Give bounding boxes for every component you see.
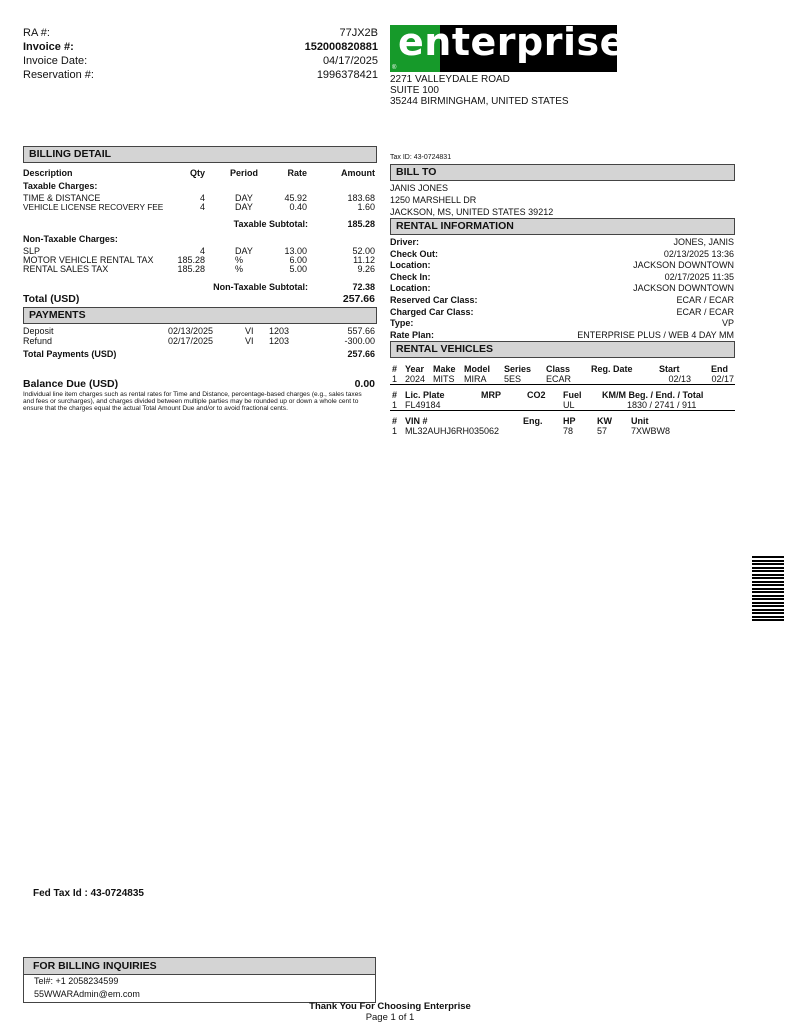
rental-info-list	[390, 237, 734, 341]
nontaxable-charges-label: Non-Taxable Charges:	[23, 234, 118, 244]
row-qty: 4	[199, 193, 205, 203]
col-period: Period	[230, 168, 259, 178]
payments-header: PAYMENTS	[23, 307, 377, 324]
rental-vehicles-header: RENTAL VEHICLES	[390, 341, 735, 358]
info-label: Reserved Car Class:	[390, 294, 478, 305]
address-line2: SUITE 100	[390, 85, 439, 96]
info-value: 02/13/2025 13:36	[663, 248, 734, 259]
payment-type: Refund	[23, 336, 53, 346]
info-label: Check In:	[390, 271, 431, 282]
bill-to-name: JANIS JONES	[390, 183, 449, 193]
row-rate: 0.40	[289, 202, 307, 212]
veh-col-num3: #	[392, 416, 398, 426]
balance-due-value: 0.00	[354, 378, 375, 390]
nontaxable-subtotal-value: 72.38	[352, 282, 375, 292]
barcode-icon	[752, 556, 784, 624]
invoice-label: Invoice #:	[23, 41, 74, 53]
veh-series: 5ES	[504, 374, 522, 384]
row-desc: MOTOR VEHICLE RENTAL TAX	[23, 255, 154, 265]
billing-email: 55WWARAdmin@em.com	[34, 989, 140, 999]
veh-col-fuel: Fuel	[563, 390, 582, 400]
info-row-check-in	[390, 272, 734, 284]
page-number: Page 1 of 1	[365, 1012, 415, 1023]
veh-col-end: End	[711, 364, 728, 374]
row-desc: VEHICLE LICENSE RECOVERY FEE	[23, 202, 164, 212]
veh-col-eng: Eng.	[523, 416, 543, 426]
billing-inquiries-box	[23, 957, 376, 1003]
info-label: Location:	[390, 283, 431, 294]
veh-col-num: #	[392, 364, 398, 374]
veh-col-make: Make	[433, 364, 456, 374]
col-amount: Amount	[341, 168, 375, 178]
row-period: DAY	[235, 193, 253, 203]
veh-col-unit: Unit	[631, 416, 649, 426]
veh-make: MITS	[433, 374, 455, 384]
taxable-charges-label: Taxable Charges:	[23, 181, 98, 191]
info-label: Rate Plan:	[390, 329, 435, 340]
veh-col-start: Start	[659, 364, 680, 374]
total-payments-value: 257.66	[347, 349, 375, 359]
payment-type: Deposit	[23, 326, 54, 336]
info-value: JACKSON DOWNTOWN	[633, 283, 734, 294]
brand-address	[390, 74, 569, 107]
veh-col-plate: Lic. Plate	[405, 390, 445, 400]
total-label: Total (USD)	[23, 293, 80, 305]
tax-id: Tax ID: 43-0724831	[390, 154, 452, 161]
veh-col-km: KM/M Beg. / End. / Total	[602, 390, 704, 400]
info-row-rate-plan	[390, 330, 734, 342]
row-qty: 4	[199, 202, 205, 212]
payment-amount: -300.00	[344, 336, 375, 346]
reservation-value: 1996378421	[316, 69, 378, 81]
info-value: ENTERPRISE PLUS / WEB 4 DAY MM	[577, 329, 734, 340]
ra-label: RA #:	[23, 27, 50, 39]
bill-to-street: 1250 MARSHELL DR	[390, 195, 477, 205]
row-desc: RENTAL SALES TAX	[23, 264, 109, 274]
veh-end: 02/17	[711, 374, 734, 384]
billing-inquiries-header: FOR BILLING INQUIRIES	[24, 958, 375, 975]
logo-wordmark: enterprise	[398, 20, 626, 64]
total-payments-label: Total Payments (USD)	[23, 349, 117, 359]
info-row-check-out	[390, 249, 734, 261]
col-description: Description	[23, 168, 73, 178]
info-label: Location:	[390, 260, 431, 271]
billing-detail-header: BILLING DETAIL	[23, 146, 377, 163]
veh-num3: 1	[392, 426, 398, 436]
veh-fuel: UL	[563, 400, 575, 410]
info-row-type	[390, 318, 734, 330]
info-row-charged-class	[390, 307, 734, 319]
row-rate: 6.00	[289, 255, 307, 265]
row-period: %	[235, 264, 244, 274]
row-qty: 185.28	[177, 255, 205, 265]
info-value: VP	[721, 318, 734, 329]
row-amount: 9.26	[357, 264, 375, 274]
veh-col-co2: CO2	[527, 390, 546, 400]
veh-col-vin: VIN #	[405, 416, 428, 426]
info-row-driver	[390, 237, 734, 249]
ra-value: 77JX2B	[339, 27, 378, 39]
row-rate: 5.00	[289, 264, 307, 274]
row-amount: 183.68	[347, 193, 375, 203]
veh-start: 02/13	[668, 374, 691, 384]
enterprise-logo	[390, 20, 626, 72]
rounding-note: Individual line item charges such as rental rates for Time and Distance, percentage-based charges (e.g., sales taxes and fees or surcharges), and charges divided between multiple parties may be rounded up or down a whole cent to ensure that the charges equal the actual Total Amount Due and/or to avoid fractional cents.	[23, 391, 362, 412]
bill-to-city: JACKSON, MS, UNITED STATES 39212	[390, 207, 554, 217]
balance-due-label: Balance Due (USD)	[23, 378, 119, 390]
info-row-in-location	[390, 283, 734, 295]
veh-unit: 7XWBW8	[631, 426, 671, 436]
row-qty: 4	[199, 246, 205, 256]
veh-plate: FL49184	[405, 400, 441, 410]
divider	[390, 410, 735, 411]
row-rate: 45.92	[284, 193, 307, 203]
payment-card: VI	[245, 326, 254, 336]
veh-col-reg-date: Reg. Date	[591, 364, 633, 374]
row-amount: 52.00	[352, 246, 375, 256]
row-amount: 1.60	[357, 202, 375, 212]
veh-year: 2024	[405, 374, 426, 384]
payment-card-number: 1203	[269, 326, 290, 336]
veh-km: 1830 / 2741 / 911	[627, 400, 697, 410]
taxable-subtotal-value: 185.28	[347, 219, 375, 229]
payment-amount: 557.66	[347, 326, 375, 336]
payment-date: 02/17/2025	[168, 336, 214, 346]
reservation-label: Reservation #:	[23, 69, 94, 81]
veh-num2: 1	[392, 400, 398, 410]
veh-col-mrp: MRP	[481, 390, 501, 400]
veh-col-year: Year	[405, 364, 425, 374]
registered-icon: ®	[392, 65, 397, 71]
info-value: ECAR / ECAR	[676, 306, 734, 317]
nontaxable-subtotal-label: Non-Taxable Subtotal:	[213, 282, 308, 292]
row-desc: SLP	[23, 246, 41, 256]
row-desc: TIME & DISTANCE	[23, 193, 101, 203]
veh-model: MIRA	[464, 374, 487, 384]
payment-card-number: 1203	[269, 336, 290, 346]
veh-col-num2: #	[392, 390, 398, 400]
info-label: Check Out:	[390, 248, 439, 259]
row-rate: 13.00	[284, 246, 307, 256]
info-value: ECAR / ECAR	[676, 294, 734, 305]
veh-vin: ML32AUHJ6RH035062	[405, 426, 500, 436]
divider	[390, 384, 735, 385]
taxable-subtotal-label: Taxable Subtotal:	[233, 219, 308, 229]
payment-date: 02/13/2025	[168, 326, 214, 336]
row-qty: 185.28	[177, 264, 205, 274]
billing-tel: Tel#: +1 2058234599	[34, 976, 119, 986]
info-value: JACKSON DOWNTOWN	[633, 260, 734, 271]
veh-col-series: Series	[504, 364, 532, 374]
invoice-date-value: 04/17/2025	[322, 55, 378, 67]
veh-class: ECAR	[546, 374, 572, 384]
address-line3: 35244 BIRMINGHAM, UNITED STATES	[390, 96, 569, 107]
row-amount: 11.12	[353, 255, 375, 265]
invoice-value: 152000820881	[304, 41, 378, 53]
veh-col-kw: KW	[597, 416, 612, 426]
invoice-date-label: Invoice Date:	[23, 55, 88, 67]
rental-information-header: RENTAL INFORMATION	[390, 218, 735, 235]
row-period: DAY	[235, 246, 253, 256]
thank-you-text: Thank You For Choosing Enterprise	[309, 1001, 471, 1012]
veh-num: 1	[392, 374, 398, 384]
row-period: %	[235, 255, 244, 265]
row-period: DAY	[235, 202, 253, 212]
info-label: Charged Car Class:	[390, 306, 474, 317]
address-line1: 2271 VALLEYDALE ROAD	[390, 74, 510, 85]
payment-card: VI	[245, 336, 254, 346]
veh-col-hp: HP	[563, 416, 576, 426]
col-rate: Rate	[287, 168, 307, 178]
bill-to-header: BILL TO	[390, 164, 735, 181]
col-qty: Qty	[189, 168, 205, 178]
info-value: JONES, JANIS	[673, 237, 734, 247]
veh-col-model: Model	[464, 364, 490, 374]
info-label: Driver:	[390, 237, 420, 247]
info-row-reserved-class	[390, 295, 734, 307]
info-row-out-location	[390, 260, 734, 272]
veh-kw: 57	[597, 426, 608, 436]
veh-col-class: Class	[546, 364, 571, 374]
info-value: 02/17/2025 11:35	[664, 271, 734, 282]
total-value: 257.66	[342, 293, 375, 305]
fed-tax-id: Fed Tax Id : 43-0724835	[33, 888, 144, 899]
veh-hp: 78	[563, 426, 574, 436]
info-label: Type:	[390, 318, 414, 329]
